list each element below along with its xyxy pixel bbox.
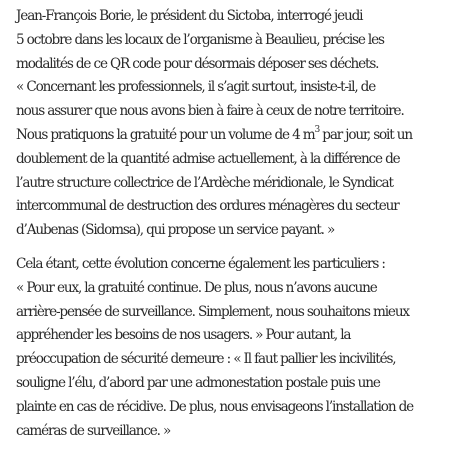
text-line: caméras de surveillance. » xyxy=(16,422,171,439)
text-line: 5 octobre dans les locaux de l’organisme à Beaulieu, précise les xyxy=(16,31,384,48)
text-line: « Concernant les professionnels, il s’agit surtout, insiste-t-il, de xyxy=(16,79,376,96)
text-line: Cela étant, cette évolution concerne également les particuliers : xyxy=(16,255,385,272)
text-line: doublement de la quantité admise actuellement, à la différence de xyxy=(16,150,400,167)
text-line: arrière-pensée de surveillance. Simplement, nous souhaitons mieux xyxy=(16,303,409,320)
text-line: Jean-François Borie, le président du Sictoba, interrogé jeudi xyxy=(16,8,363,24)
text-segment: Nous pratiquons la gratuité pour un volume de 4 m xyxy=(16,126,315,143)
text-line: d’Aubenas (Sidomsa), qui propose un service payant. » xyxy=(16,222,335,239)
text-line: nous assurer que nous avons bien à faire à ceux de notre territoire. xyxy=(16,103,404,120)
text-line: l’autre structure collectrice de l’Ardèche méridionale, le Syndicat xyxy=(16,174,393,191)
text-line: préoccupation de sécurité demeure : « Il faut pallier les incivilités, xyxy=(16,351,396,368)
paragraph-2 xyxy=(16,253,457,443)
text-segment: par jour, soit un xyxy=(319,126,412,143)
text-line: appréhender les besoins de nos usagers. » Pour autant, la xyxy=(16,327,351,344)
text-line-with-unit xyxy=(16,124,457,148)
text-line: intercommunal de destruction des ordures ménagères du secteur xyxy=(16,198,399,215)
text-line: souligne l’élu, d’abord par une admonestation postale puis une xyxy=(16,374,380,391)
text-line: « Pour eux, la gratuité continue. De plus, nous n’avons aucune xyxy=(16,279,377,296)
cubic-superscript: 3 xyxy=(314,125,320,136)
text-line: modalités de ce QR code pour désormais déposer ses déchets. xyxy=(16,55,379,72)
paragraph-1 xyxy=(16,5,457,243)
text-line: plainte en cas de récidive. De plus, nous envisageons l’installation de xyxy=(16,398,414,415)
